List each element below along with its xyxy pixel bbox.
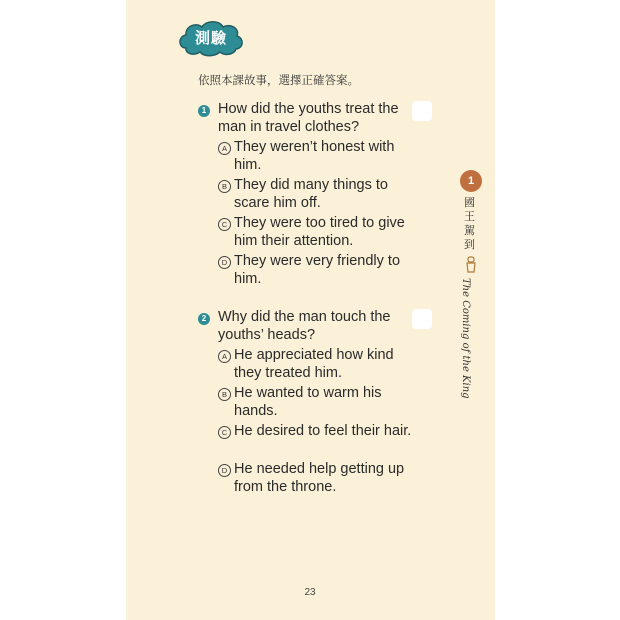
character-figure-icon [464,256,478,274]
option-letter: B [218,180,231,193]
chapter-sidebar [458,170,484,399]
question-number: 2 [198,313,210,325]
option-text: He desired to feel their hair. [234,423,412,439]
option-letter: C [218,218,231,231]
option-text: He appreciated how kind they treated him. [234,347,394,381]
option-letter: C [218,426,231,439]
option-text: He needed help getting up from the throne. [234,461,405,495]
answer-box[interactable] [412,101,432,121]
quiz-badge-label: 測驗 [194,29,227,47]
page-number: 23 [304,587,316,598]
quiz-badge [176,18,246,58]
question-text: How did the youths treat the man in travel clothes? [218,101,399,135]
option-letter: B [218,388,231,401]
option-letter: D [218,256,231,269]
chapter-title-cn: 國王駕到 [464,196,475,251]
option-text: He wanted to warm his hands. [234,385,382,419]
chapter-number-badge: 1 [460,170,482,192]
question-text: Why did the man touch the youths’ heads? [218,309,391,343]
chapter-title-en: The Coming of the King [460,278,471,399]
option-text: They weren’t honest with him. [234,139,395,173]
option-letter: A [218,142,231,155]
answer-box[interactable] [412,309,432,329]
instruction-text: 依照本課故事，選擇正確答案。 [198,73,359,87]
option-text: They did many things to scare him off. [234,177,388,211]
option-text: They were too tired to give him their attention. [234,215,405,249]
question-number: 1 [198,105,210,117]
option-letter: D [218,464,231,477]
option-text: They were very friendly to him. [234,253,401,287]
option-letter: A [218,350,231,363]
